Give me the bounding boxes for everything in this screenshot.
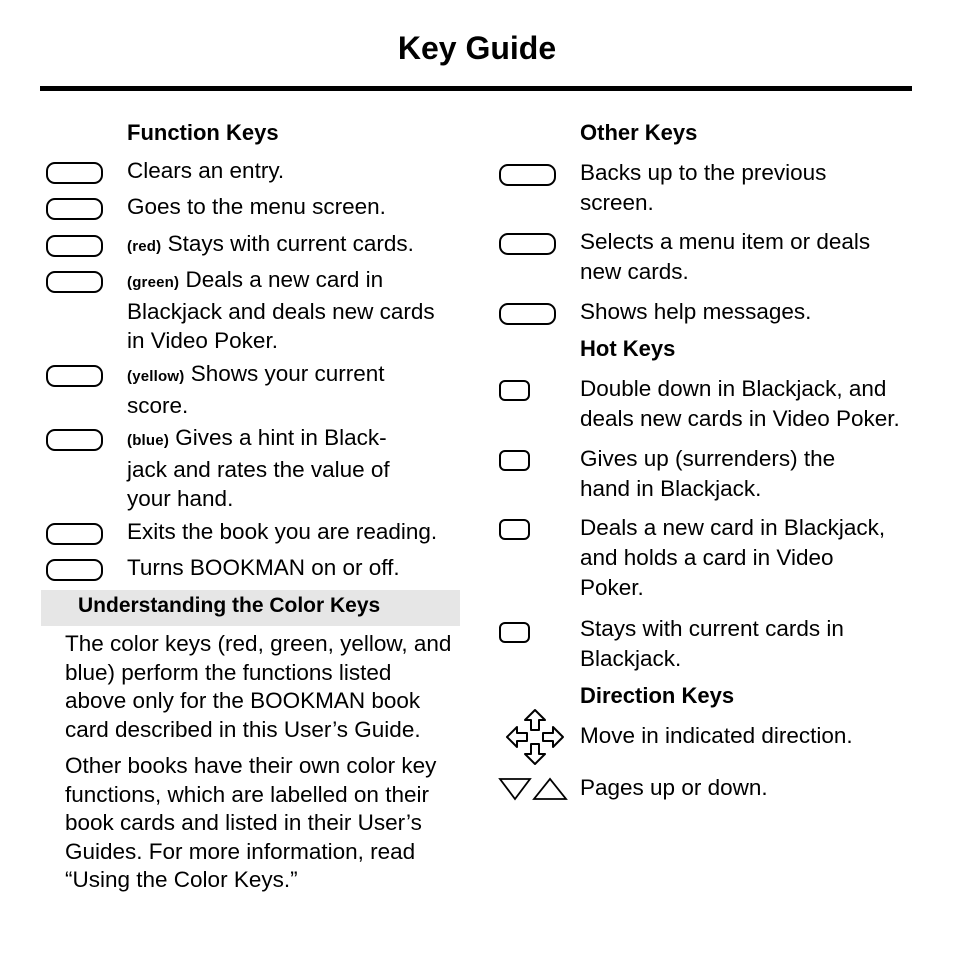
red-key-icon — [46, 235, 103, 257]
other-keys-heading: Other Keys — [580, 120, 698, 145]
function-key-desc: (yellow) Shows your current score. — [127, 361, 385, 418]
function-key-desc: (red) Stays with current cards. — [127, 231, 414, 256]
back-key-icon — [46, 523, 103, 545]
direction-keys-heading: Direction Keys — [580, 683, 735, 708]
page-title: Key Guide — [397, 30, 557, 66]
hot-key-icon — [499, 519, 530, 540]
hot-key-desc: Deals a new card in Blackjack, and holds a card in Video Poker. — [580, 515, 886, 600]
green-key-icon — [46, 271, 103, 293]
hot-key-desc: Stays with current cards in Blackjack. — [580, 616, 844, 671]
other-key-desc: Backs up to the previous screen. — [580, 160, 827, 215]
hot-key-icon — [499, 380, 530, 401]
four-way-arrows-icon — [505, 708, 565, 766]
power-key-icon — [46, 559, 103, 581]
color-tag: (blue) — [127, 432, 170, 449]
function-keys-heading: Function Keys — [127, 120, 279, 145]
hot-keys-heading: Hot Keys — [580, 336, 676, 361]
function-key-desc: Clears an entry. — [127, 158, 285, 183]
hot-key-icon — [499, 622, 530, 643]
other-key-desc: Selects a menu item or deals new cards. — [580, 229, 871, 284]
function-key-desc: Goes to the menu screen. — [127, 194, 386, 219]
direction-key-desc: Move in indicated direction. — [580, 723, 853, 748]
color-keys-band — [41, 590, 460, 626]
hot-key-desc: Gives up (surrenders) the hand in Blackjack. — [580, 446, 836, 501]
menu-key-icon — [46, 198, 103, 220]
title-rule — [40, 86, 912, 91]
back-key-icon — [499, 164, 556, 186]
direction-key-desc: Pages up or down. — [580, 775, 768, 800]
enter-key-icon — [499, 233, 556, 255]
color-keys-heading: Understanding the Color Keys — [78, 594, 381, 617]
function-key-desc: (green) Deals a new card in Blackjack and deals new cards in Video Poker. — [127, 267, 435, 353]
page-up-down-triangles-icon — [498, 777, 568, 801]
hot-key-desc: Double down in Blackjack, and deals new cards in Video Poker. — [580, 376, 900, 431]
function-key-desc: Exits the book you are reading. — [127, 519, 438, 544]
color-tag: (red) — [127, 238, 162, 255]
color-tag: (green) — [127, 274, 180, 291]
other-key-desc: Shows help messages. — [580, 299, 812, 324]
color-tag: (yellow) — [127, 368, 185, 385]
clear-key-icon — [46, 162, 103, 184]
color-keys-paragraph-2: Other books have their own color key functions, which are labelled on their book cards and listed in their User’s Guides. For more information, read “Using the Color Keys.” — [65, 753, 437, 892]
blue-key-icon — [46, 429, 103, 451]
help-key-icon — [499, 303, 556, 325]
color-keys-paragraph-1: The color keys (red, green, yellow, and blue) perform the functions listed above only for the BOOKMAN book card described in this User’s Guide. — [65, 631, 452, 742]
yellow-key-icon — [46, 365, 103, 387]
function-key-desc: Turns BOOKMAN on or off. — [127, 555, 400, 580]
hot-key-icon — [499, 450, 530, 471]
function-key-desc: (blue) Gives a hint in Black- jack and rates the value of your hand. — [127, 425, 390, 511]
